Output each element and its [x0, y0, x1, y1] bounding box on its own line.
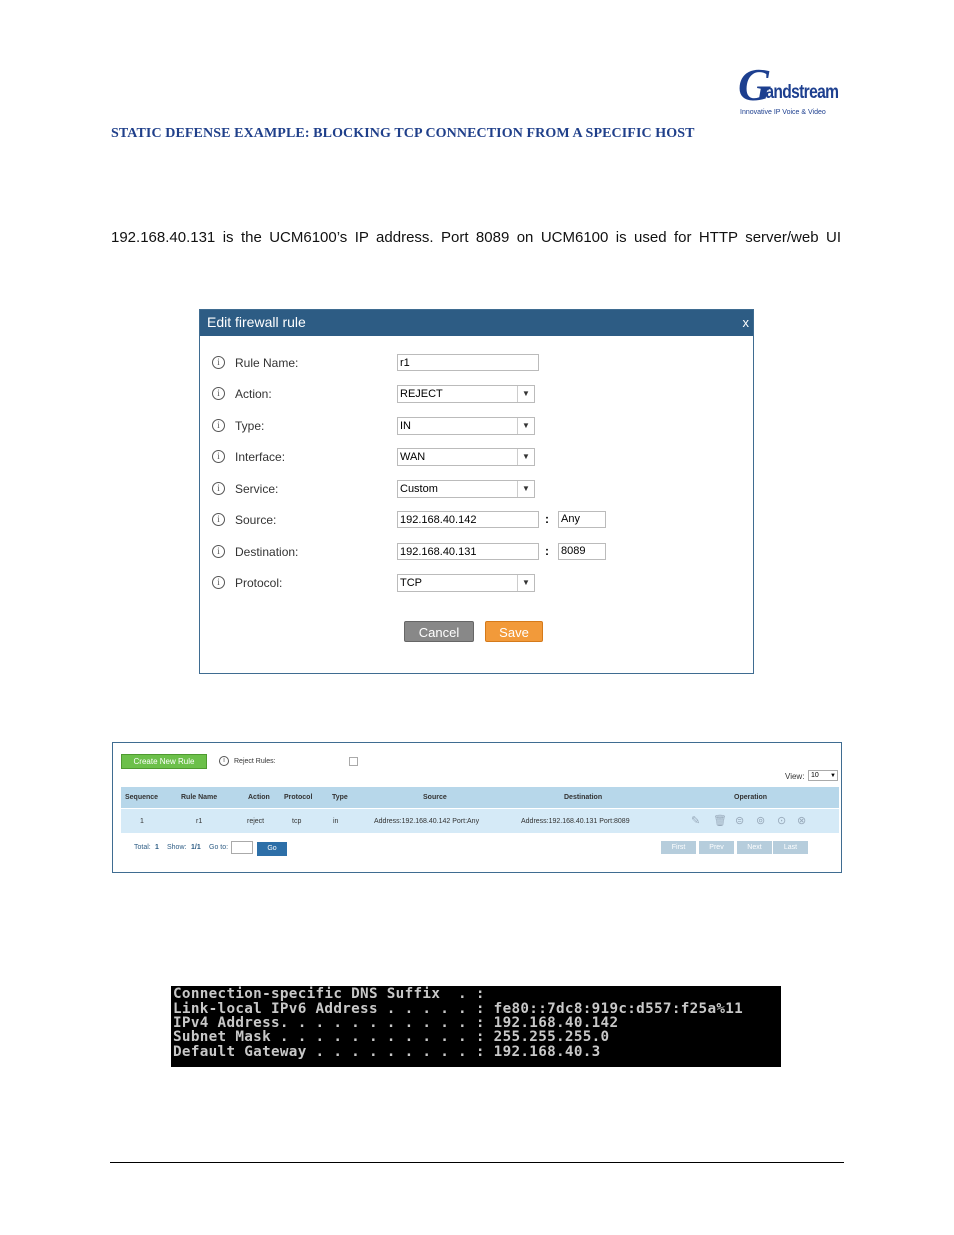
console-line: IPv4 Address. . . . . . . . . . . : 192.168.40.142: [173, 1015, 619, 1031]
logo-letter: G: [738, 59, 772, 110]
cell-destination: Address:192.168.40.131 Port:8089: [521, 818, 630, 825]
cancel-button[interactable]: Cancel: [404, 621, 474, 642]
logo-wordmark: randstream: [760, 82, 839, 103]
show-value: 1/1: [191, 844, 201, 851]
action-row: [212, 385, 732, 405]
column-header-type[interactable]: Type: [332, 794, 348, 801]
interface-select[interactable]: [397, 448, 535, 466]
info-icon: i: [212, 419, 225, 432]
destination-address-input[interactable]: 192.168.40.131: [397, 543, 539, 560]
protocol-select[interactable]: [397, 574, 535, 592]
chevron-down-icon: ▼: [517, 481, 534, 497]
firewall-rules-panel: [112, 742, 842, 873]
info-icon: i: [212, 576, 225, 589]
edit-icon[interactable]: ✎: [691, 815, 701, 827]
console-line: Subnet Mask . . . . . . . . . . . : 255.255.255.0: [173, 1029, 610, 1045]
cell-rule-name: r1: [196, 818, 203, 825]
column-header-sequence[interactable]: Sequence: [125, 794, 159, 801]
chevron-down-icon: ▼: [830, 773, 836, 779]
last-page-button[interactable]: Last: [773, 841, 808, 854]
ipconfig-console: [171, 986, 781, 1067]
description-paragraph: 192.168.40.131 is the UCM6100’s IP address. Port 8089 on UCM6100 is used for HTTP server/web UI: [111, 229, 841, 246]
console-line: Default Gateway . . . . . . . . . : 192.168.40.3: [173, 1044, 601, 1060]
console-line: Link-local IPv6 Address . . . . . : fe80::7dc8:919c:d557:f25a%11: [173, 1001, 744, 1017]
save-button[interactable]: Save: [485, 621, 543, 642]
table-row[interactable]: [121, 809, 839, 833]
protocol-value: TCP: [400, 577, 422, 589]
total-value: 1: [155, 844, 159, 851]
view-value: 10: [811, 772, 819, 779]
info-icon: i: [212, 450, 225, 463]
chevron-down-icon: ▼: [517, 449, 534, 465]
prev-page-button[interactable]: Prev: [699, 841, 734, 854]
move-down-icon[interactable]: ⊙: [777, 815, 787, 827]
source-row: [212, 511, 732, 531]
next-page-button[interactable]: Next: [737, 841, 772, 854]
interface-value: WAN: [400, 451, 426, 463]
destination-colon: :: [545, 544, 549, 558]
cell-action: reject: [247, 818, 265, 825]
protocol-label: Protocol:: [235, 576, 283, 590]
service-value: Custom: [400, 483, 438, 495]
info-icon: i: [212, 482, 225, 495]
grandstream-logo: [736, 60, 841, 120]
rule-name-row: [212, 354, 732, 374]
reject-rules-label: Reject Rules:: [234, 758, 276, 765]
column-header-protocol[interactable]: Protocol: [284, 794, 313, 801]
reject-rules-checkbox[interactable]: [349, 757, 358, 766]
section-heading: STATIC DEFENSE EXAMPLE: BLOCKING TCP CONNECTION FROM A SPECIFIC HOST: [111, 126, 695, 141]
view-label: View:: [785, 772, 805, 781]
source-port-input[interactable]: Any: [558, 511, 606, 528]
action-select[interactable]: [397, 385, 535, 403]
view-select[interactable]: [808, 770, 838, 781]
action-value: REJECT: [400, 388, 443, 400]
service-select[interactable]: [397, 480, 535, 498]
first-page-button[interactable]: First: [661, 841, 696, 854]
move-top-icon[interactable]: ⊜: [735, 815, 745, 827]
column-header-action[interactable]: Action: [248, 794, 270, 801]
goto-label: Go to:: [209, 844, 229, 851]
rule-name-label: Rule Name:: [235, 356, 299, 370]
source-address-input[interactable]: 192.168.40.142: [397, 511, 539, 528]
info-icon: i: [212, 356, 225, 369]
cell-source: Address:192.168.40.142 Port:Any: [374, 818, 480, 825]
go-button[interactable]: Go: [257, 842, 287, 856]
destination-port-input[interactable]: 8089: [558, 543, 606, 560]
action-label: Action:: [235, 387, 272, 401]
interface-label: Interface:: [235, 450, 286, 464]
delete-icon[interactable]: 🗑: [713, 815, 727, 827]
column-header-source[interactable]: Source: [423, 794, 447, 801]
info-icon: i: [219, 756, 229, 766]
type-select[interactable]: [397, 417, 535, 435]
cell-protocol: tcp: [292, 818, 302, 825]
service-label: Service:: [235, 482, 279, 496]
table-header: [121, 787, 839, 808]
source-colon: :: [545, 512, 549, 526]
source-label: Source:: [235, 513, 277, 527]
destination-label: Destination:: [235, 545, 299, 559]
info-icon: i: [212, 513, 225, 526]
column-header-rule-name[interactable]: Rule Name: [181, 794, 218, 801]
dialog-header: [200, 310, 753, 336]
interface-row: [212, 448, 732, 468]
chevron-down-icon: ▼: [517, 418, 534, 434]
service-row: [212, 480, 732, 500]
show-label: Show:: [167, 844, 187, 851]
console-line: Connection-specific DNS Suffix . :: [173, 986, 485, 1002]
dialog-title: Edit firewall rule: [207, 314, 306, 330]
protocol-row: [212, 574, 732, 594]
type-row: [212, 417, 732, 437]
chevron-down-icon: ▼: [517, 386, 534, 402]
create-new-rule-button[interactable]: Create New Rule: [121, 754, 207, 769]
chevron-down-icon: ▼: [517, 575, 534, 591]
edit-firewall-rule-dialog: [199, 309, 754, 674]
info-icon: i: [212, 387, 225, 400]
close-icon[interactable]: x: [742, 315, 749, 330]
footer-divider: [110, 1162, 844, 1163]
type-label: Type:: [235, 419, 265, 433]
type-value: IN: [400, 420, 411, 432]
goto-page-input[interactable]: [231, 841, 253, 854]
destination-row: [212, 543, 732, 563]
column-header-operation: Operation: [734, 794, 768, 801]
logo-tagline: Innovative IP Voice & Video: [740, 109, 826, 116]
info-icon: i: [212, 545, 225, 558]
cell-sequence: 1: [140, 818, 144, 825]
move-bottom-icon[interactable]: ⊗: [797, 815, 807, 827]
total-label: Total:: [134, 844, 151, 851]
column-header-destination[interactable]: Destination: [564, 794, 603, 801]
cell-type: in: [333, 818, 339, 825]
rule-name-input[interactable]: r1: [397, 354, 539, 371]
move-up-icon[interactable]: ⊚: [756, 815, 766, 827]
